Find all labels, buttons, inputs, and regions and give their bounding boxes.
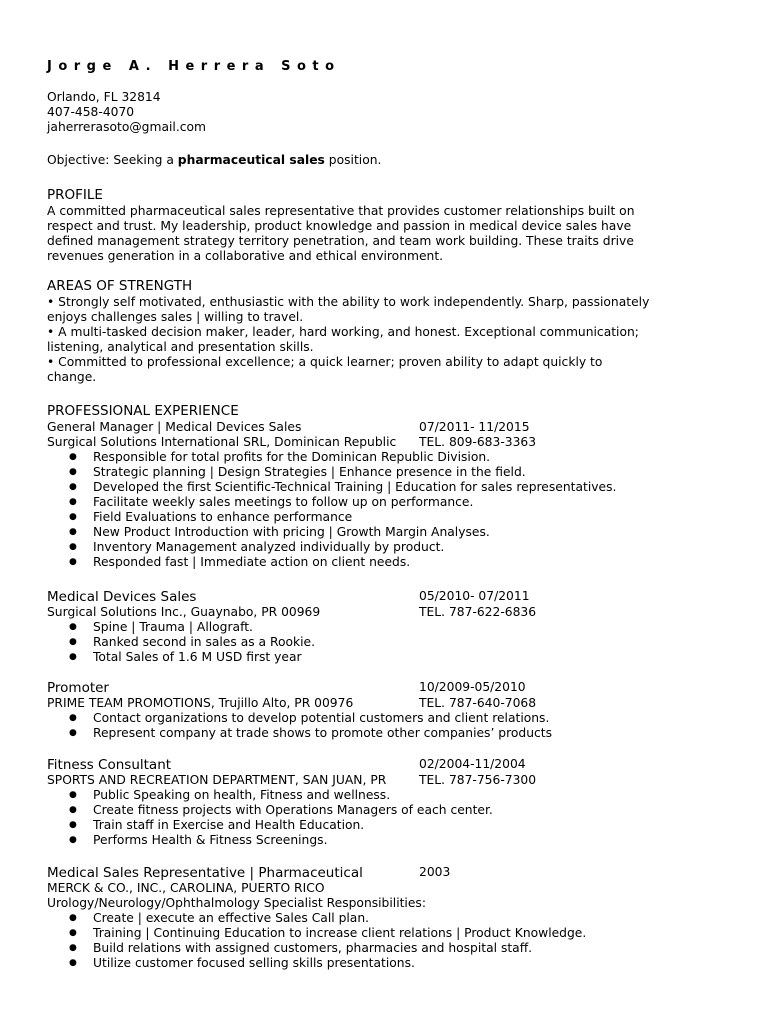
strength-line: • A multi-tasked decision maker, leader, hard working, and honest. Exceptional communication; [47, 325, 639, 339]
list-item: ● Responded fast | Immediate action on client needs. [47, 555, 616, 570]
list-item: ● Represent company at trade shows to promote other companies’ products [47, 726, 552, 741]
list-item: ● Field Evaluations to enhance performance [47, 510, 616, 525]
list-item: ● Developed the first Scientific-Technical Training | Education for sales representatives. [47, 480, 616, 495]
candidate-name: Jorge A. Herrera Soto [47, 59, 341, 74]
job-dates: 2003 [419, 865, 451, 879]
contact-block [47, 90, 206, 135]
job-tel: TEL. 787-622-6836 [419, 605, 537, 619]
job-tel: TEL. 809-683-3363 [419, 435, 537, 449]
objective-emphasis: pharmaceutical sales [177, 153, 325, 167]
job-bullets [47, 911, 586, 971]
job-header [47, 420, 647, 435]
job-header [47, 757, 647, 772]
job-company-row [47, 696, 647, 711]
job-title: Promoter [47, 680, 109, 696]
strengths-text [47, 295, 650, 385]
profile-line: A committed pharmaceutical sales representative that provides customer relationships built on [47, 204, 635, 218]
job-bullets [47, 450, 616, 570]
job-header [47, 589, 647, 604]
job-company: PRIME TEAM PROMOTIONS, Trujillo Alto, PR 00976 [47, 696, 354, 710]
strength-line: listening, analytical and presentation skills. [47, 340, 314, 354]
job-bullets [47, 620, 315, 665]
email: jaherrerasoto@gmail.com [47, 120, 206, 134]
list-item: ● Utilize customer focused selling skills presentations. [47, 956, 586, 971]
profile-line: respect and trust. My leadership, product knowledge and passion in medical device sales have [47, 219, 632, 233]
profile-line: defined management strategy territory penetration, and team work building. These traits drive [47, 234, 634, 248]
job-company: SPORTS AND RECREATION DEPARTMENT, SAN JUAN, PR [47, 773, 387, 787]
list-item: ● Create fitness projects with Operations Managers of each center. [47, 803, 493, 818]
profile-line: revenues generation in a collaborative and ethical environment. [47, 249, 444, 263]
list-item: ● Inventory Management analyzed individually by product. [47, 540, 616, 555]
job-title: Medical Sales Representative | Pharmaceutical [47, 865, 363, 881]
job-company-row [47, 605, 647, 620]
experience-heading: PROFESSIONAL EXPERIENCE [47, 403, 239, 419]
job-header [47, 865, 647, 880]
objective-line [47, 153, 381, 168]
list-item: ● Facilitate weekly sales meetings to follow up on performance. [47, 495, 616, 510]
job-company-row [47, 435, 647, 450]
profile-heading: PROFILE [47, 187, 103, 203]
job-company: Surgical Solutions Inc., Guaynabo, PR 00969 [47, 605, 321, 619]
strength-line: • Strongly self motivated, enthusiastic with the ability to work independently. Sharp, passionately [47, 295, 650, 309]
job-dates: 02/2004-11/2004 [419, 757, 526, 771]
strength-line: • Committed to professional excellence; a quick learner; proven ability to adapt quickly to [47, 355, 603, 369]
list-item: ● Contact organizations to develop potential customers and client relations. [47, 711, 552, 726]
job-title: General Manager | Medical Devices Sales [47, 420, 302, 434]
job-dates: 05/2010- 07/2011 [419, 589, 530, 603]
job-tel: TEL. 787-756-7300 [419, 773, 537, 787]
objective-suffix: position. [324, 153, 382, 167]
job-company: MERCK & CO., INC., CAROLINA, PUERTO RICO [47, 881, 325, 895]
strength-line: enjoys challenges sales | willing to travel. [47, 310, 304, 324]
list-item: ● Performs Health & Fitness Screenings. [47, 833, 493, 848]
list-item: ● Responsible for total profits for the Dominican Republic Division. [47, 450, 616, 465]
list-item: ● Total Sales of 1.6 M USD first year [47, 650, 315, 665]
strength-line: change. [47, 370, 97, 384]
profile-text [47, 204, 647, 264]
list-item: ● Training | Continuing Education to increase client relations | Product Knowledge. [47, 926, 586, 941]
job-bullets [47, 711, 552, 741]
job-dates: 07/2011- 11/2015 [419, 420, 530, 434]
list-item: ● Strategic planning | Design Strategies | Enhance presence in the field. [47, 465, 616, 480]
job-company-row [47, 881, 647, 896]
phone: 407-458-4070 [47, 105, 135, 119]
job-dates: 10/2009-05/2010 [419, 680, 526, 694]
list-item: ● New Product Introduction with pricing | Growth Margin Analyses. [47, 525, 616, 540]
job-title: Fitness Consultant [47, 757, 172, 773]
list-item: ● Public Speaking on health, Fitness and wellness. [47, 788, 493, 803]
job-header [47, 680, 647, 695]
list-item: ● Ranked second in sales as a Rookie. [47, 635, 315, 650]
job-title: Medical Devices Sales [47, 589, 197, 605]
job-company-row [47, 773, 647, 788]
job-subline-row [47, 896, 647, 911]
address: Orlando, FL 32814 [47, 90, 161, 104]
strengths-heading: AREAS OF STRENGTH [47, 278, 193, 294]
list-item: ● Spine | Trauma | Allograft. [47, 620, 315, 635]
job-tel: TEL. 787-640-7068 [419, 696, 537, 710]
list-item: ● Build relations with assigned customers, pharmacies and hospital staff. [47, 941, 586, 956]
list-item: ● Create | execute an effective Sales Call plan. [47, 911, 586, 926]
job-subline: Urology/Neurology/Ophthalmology Specialist Responsibilities: [47, 896, 426, 910]
job-company: Surgical Solutions International SRL, Dominican Republic [47, 435, 397, 449]
objective-prefix: Objective: Seeking a [47, 153, 178, 167]
job-bullets [47, 788, 493, 848]
list-item: ● Train staff in Exercise and Health Education. [47, 818, 493, 833]
